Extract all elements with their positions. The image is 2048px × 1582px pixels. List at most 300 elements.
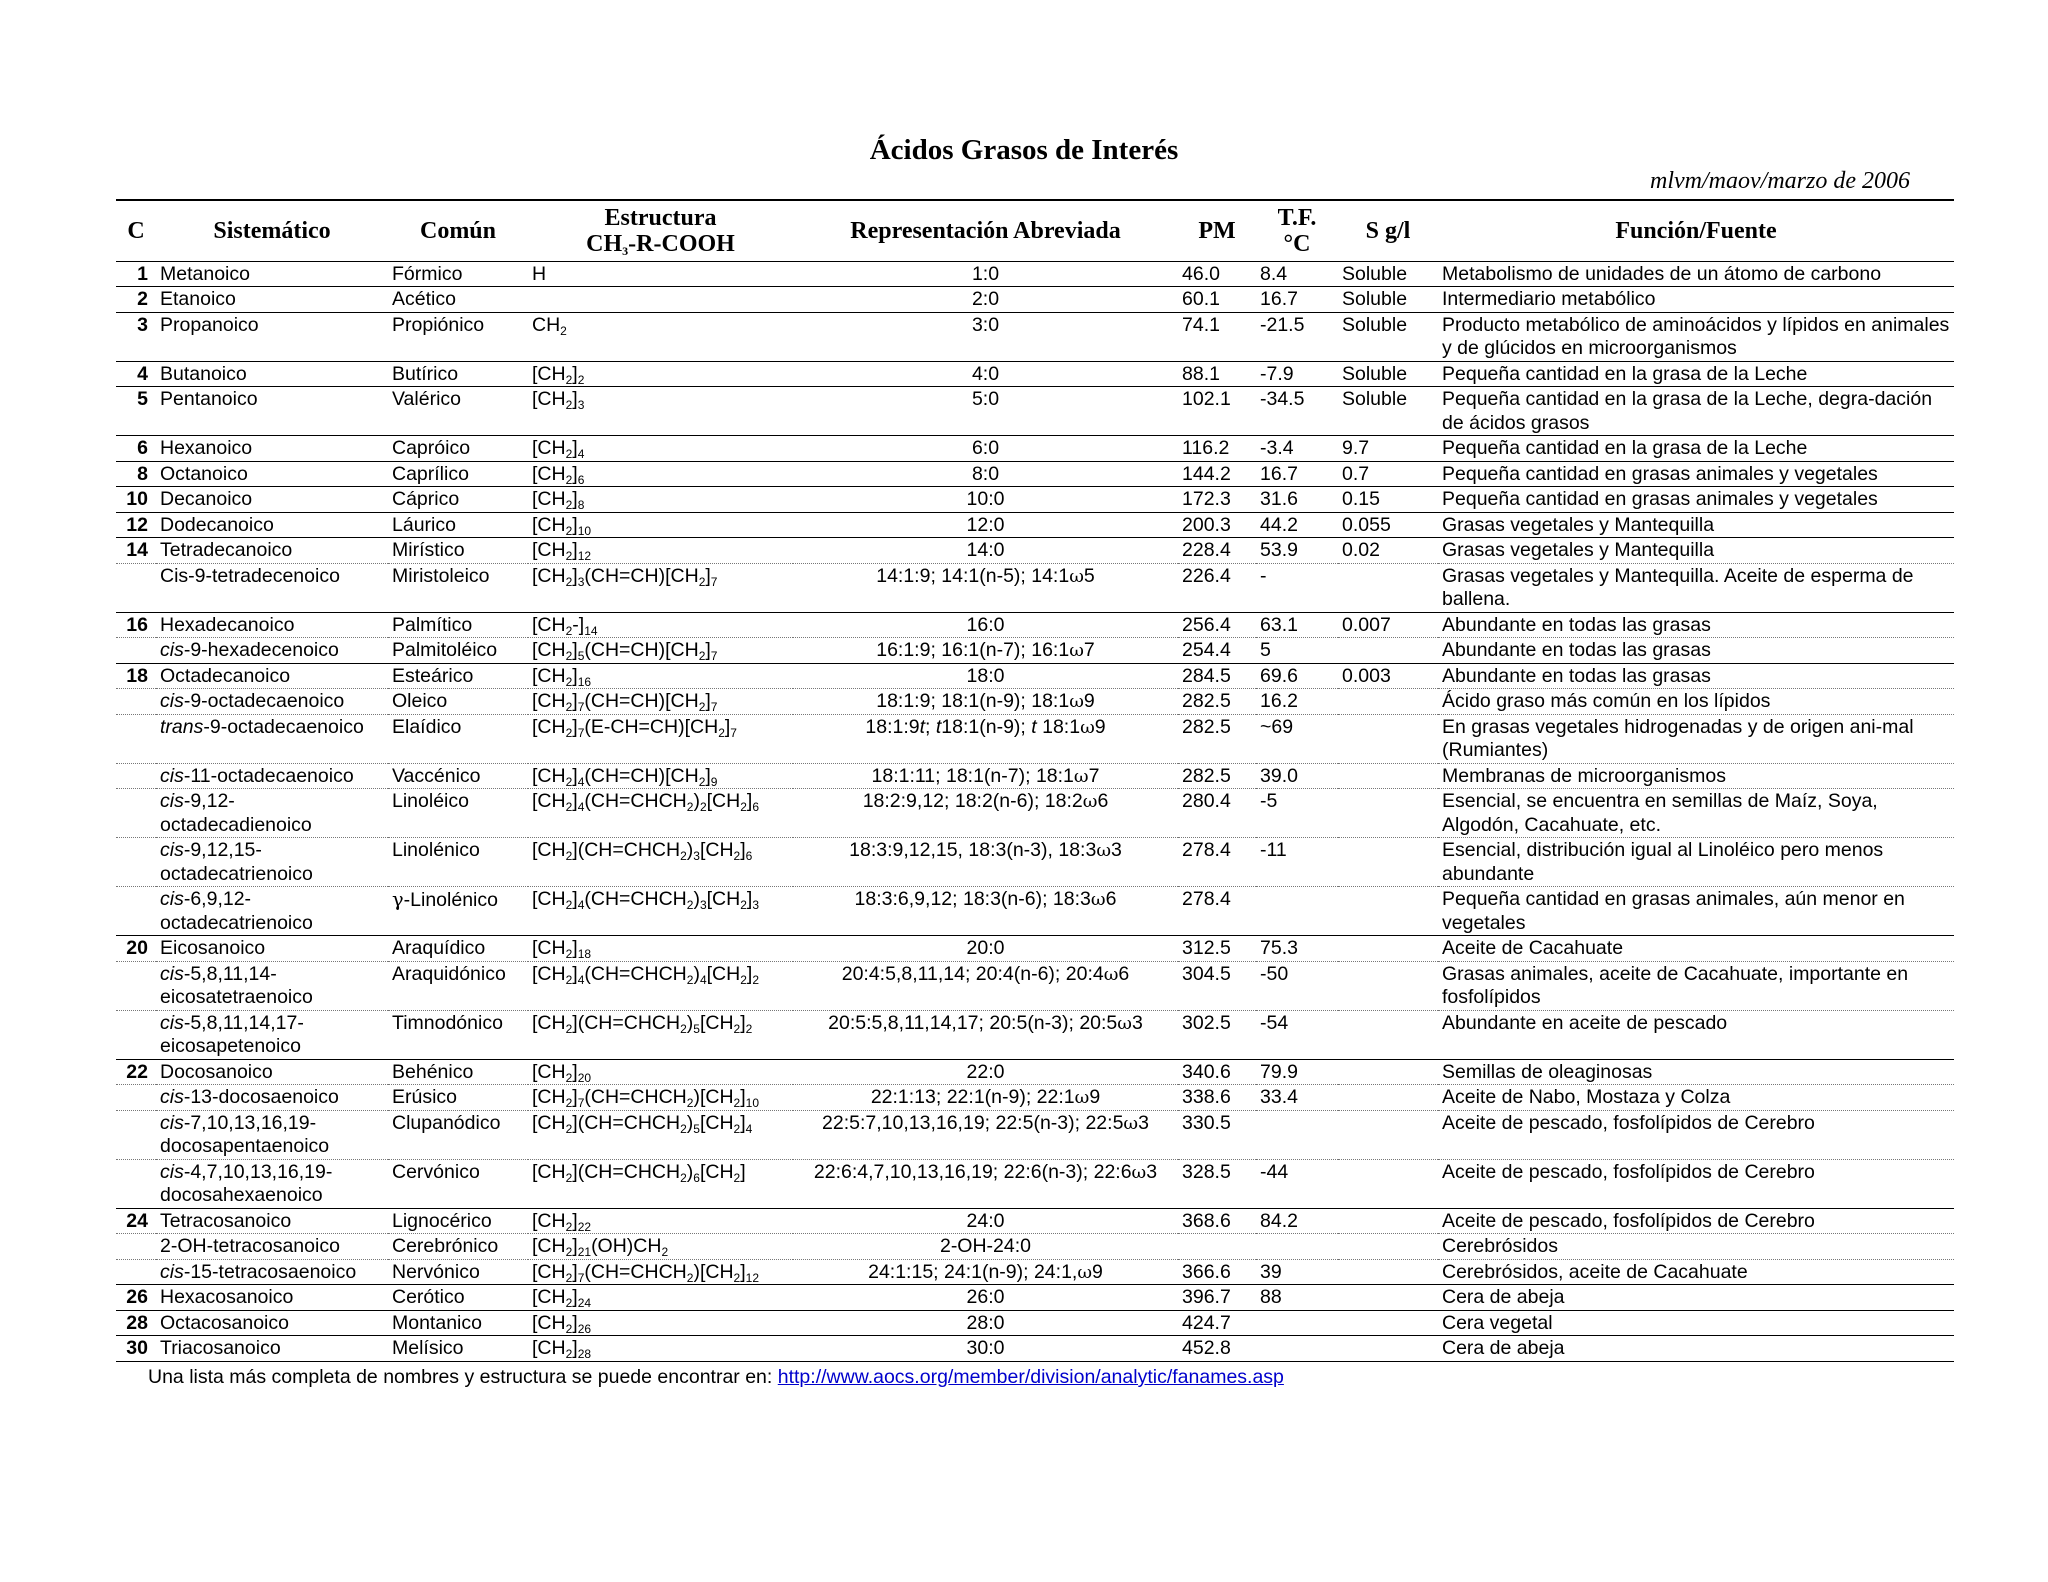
cell-melting-point (1256, 1310, 1338, 1336)
cell-carbons: 3 (116, 312, 156, 361)
cell-solubility: Soluble (1338, 312, 1438, 361)
cell-structure: $[CH_2]_5(CH=CH)[CH_2]_7$ (528, 638, 793, 664)
cell-carbons: 10 (116, 487, 156, 513)
cell-structure: $[CH_2](CH=CHCH_2)_3[CH_2]_6$ (528, 838, 793, 887)
cell-carbons: 22 (116, 1059, 156, 1085)
cell-carbons (116, 763, 156, 789)
cell-systematic-name: Hexadecanoico (156, 612, 388, 638)
cell-structure: $[CH_2]_7(CH=CHCH_2)[CH_2]_{10}$ (528, 1085, 793, 1111)
table-row (116, 387, 1954, 436)
cell-solubility: 0.02 (1338, 538, 1438, 564)
cell-molecular-weight: 304.5 (1178, 961, 1256, 1010)
cell-systematic-name: Hexanoico (156, 436, 388, 462)
table-row (116, 1310, 1954, 1336)
cell-molecular-weight: 74.1 (1178, 312, 1256, 361)
cell-systematic-name: cis-4,7,10,13,16,19-docosahexaenoico (156, 1159, 388, 1208)
cell-structure: $[CH_2]_3(CH=CH)[CH_2]_7$ (528, 563, 793, 612)
cell-melting-point: -21.5 (1256, 312, 1338, 361)
cell-structure (528, 287, 793, 313)
cell-systematic-name: Octacosanoico (156, 1310, 388, 1336)
table-row (116, 287, 1954, 313)
cell-carbons: 24 (116, 1208, 156, 1234)
cell-abbreviated: 20:0 (793, 936, 1178, 962)
cell-common-name: Araquidónico (388, 961, 528, 1010)
cell-common-name: Propiónico (388, 312, 528, 361)
header-tf-line2: °C (1283, 230, 1311, 257)
cell-abbreviated: 18:1:9t; t18:1(n-9); t 18:1ω9 (793, 714, 1178, 763)
cell-structure: $[CH_2]_8$ (528, 487, 793, 513)
cell-common-name: Butírico (388, 361, 528, 387)
cell-abbreviated: 3:0 (793, 312, 1178, 361)
cell-common-name: Linolénico (388, 838, 528, 887)
cell-molecular-weight: 330.5 (1178, 1110, 1256, 1159)
cell-common-name: Oleico (388, 689, 528, 715)
cell-common-name: Miristoleico (388, 563, 528, 612)
cell-common-name: Palmítico (388, 612, 528, 638)
cell-molecular-weight: 256.4 (1178, 612, 1256, 638)
footnote-text: Una lista más completa de nombres y estructura se puede encontrar en: (148, 1366, 778, 1388)
cell-abbreviated: 22:0 (793, 1059, 1178, 1085)
table-row (116, 936, 1954, 962)
cell-abbreviated: 18:3:6,9,12; 18:3(n-6); 18:3ω6 (793, 887, 1178, 936)
cell-molecular-weight: 396.7 (1178, 1285, 1256, 1311)
table-row (116, 461, 1954, 487)
footnote-link[interactable]: http://www.aocs.org/member/division/analytic/fanames.asp (777, 1366, 1284, 1388)
cell-common-name: Capróico (388, 436, 528, 462)
cell-common-name: Araquídico (388, 936, 528, 962)
header-sistematico: Sistemático (156, 200, 388, 261)
table-row (116, 563, 1954, 612)
cell-structure: $[CH_2]_4(CH=CH)[CH_2]_9$ (528, 763, 793, 789)
cell-common-name: Lignocérico (388, 1208, 528, 1234)
cell-carbons: 14 (116, 538, 156, 564)
cell-molecular-weight: 282.5 (1178, 763, 1256, 789)
cell-common-name: Valérico (388, 387, 528, 436)
table-row (116, 763, 1954, 789)
cell-function-source: Pequeña cantidad en grasas animales y vegetales (1438, 461, 1954, 487)
cell-carbons (116, 961, 156, 1010)
cell-structure: $[CH_2]_{24}$ (528, 1285, 793, 1311)
cell-common-name: Behénico (388, 1059, 528, 1085)
cell-molecular-weight: 282.5 (1178, 689, 1256, 715)
cell-solubility (1338, 1310, 1438, 1336)
table-row (116, 1259, 1954, 1285)
cell-function-source: Grasas vegetales y Mantequilla (1438, 512, 1954, 538)
cell-carbons (116, 689, 156, 715)
cell-abbreviated: 2-OH-24:0 (793, 1234, 1178, 1260)
cell-melting-point: 39.0 (1256, 763, 1338, 789)
cell-systematic-name: cis-9,12,15-octadecatrienoico (156, 838, 388, 887)
cell-systematic-name: Metanoico (156, 261, 388, 287)
cell-melting-point: 53.9 (1256, 538, 1338, 564)
cell-molecular-weight: 302.5 (1178, 1010, 1256, 1059)
cell-abbreviated: 26:0 (793, 1285, 1178, 1311)
cell-systematic-name: Dodecanoico (156, 512, 388, 538)
table-row (116, 714, 1954, 763)
cell-molecular-weight: 116.2 (1178, 436, 1256, 462)
cell-function-source: Ácido graso más común en los lípidos (1438, 689, 1954, 715)
cell-melting-point: 88 (1256, 1285, 1338, 1311)
table-row (116, 487, 1954, 513)
cell-carbons (116, 1159, 156, 1208)
cell-systematic-name: Docosanoico (156, 1059, 388, 1085)
cell-solubility (1338, 1208, 1438, 1234)
cell-systematic-name: cis-15-tetracosaenoico (156, 1259, 388, 1285)
cell-structure: $[CH_2]_7(CH=CHCH_2)[CH_2]_{12}$ (528, 1259, 793, 1285)
cell-function-source: Cera de abeja (1438, 1285, 1954, 1311)
cell-solubility (1338, 563, 1438, 612)
cell-systematic-name: cis-5,8,11,14,17-eicosapetenoico (156, 1010, 388, 1059)
header-comun: Común (388, 200, 528, 261)
cell-carbons (116, 789, 156, 838)
table-row (116, 312, 1954, 361)
cell-carbons: 16 (116, 612, 156, 638)
header-pm: PM (1178, 200, 1256, 261)
cell-molecular-weight: 284.5 (1178, 663, 1256, 689)
cell-common-name: Fórmico (388, 261, 528, 287)
cell-carbons (116, 1085, 156, 1111)
header-solubility: S g/l (1338, 200, 1438, 261)
cell-function-source: Esencial, se encuentra en semillas de Maíz, Soya, Algodón, Cacahuate, etc. (1438, 789, 1954, 838)
cell-melting-point: - (1256, 563, 1338, 612)
cell-systematic-name: Pentanoico (156, 387, 388, 436)
cell-structure: $[CH_2]_3$ (528, 387, 793, 436)
cell-abbreviated: 20:5:5,8,11,14,17; 20:5(n-3); 20:5ω3 (793, 1010, 1178, 1059)
header-estructura-line1: Estructura (604, 204, 717, 231)
cell-systematic-name: cis-5,8,11,14-eicosatetraenoico (156, 961, 388, 1010)
cell-common-name: Melísico (388, 1336, 528, 1362)
cell-molecular-weight: 226.4 (1178, 563, 1256, 612)
cell-carbons: 26 (116, 1285, 156, 1311)
cell-function-source: Pequeña cantidad en grasas animales, aún menor en vegetales (1438, 887, 1954, 936)
cell-structure: $[CH_2]_{22}$ (528, 1208, 793, 1234)
cell-systematic-name: Triacosanoico (156, 1336, 388, 1362)
cell-solubility (1338, 714, 1438, 763)
cell-common-name: Cáprico (388, 487, 528, 513)
table-row (116, 1285, 1954, 1311)
cell-solubility (1338, 789, 1438, 838)
table-row (116, 1208, 1954, 1234)
cell-molecular-weight: 328.5 (1178, 1159, 1256, 1208)
table-row (116, 961, 1954, 1010)
cell-systematic-name: Octadecanoico (156, 663, 388, 689)
cell-structure: $[CH_2](CH=CHCH_2)_5[CH_2]_4$ (528, 1110, 793, 1159)
table-row (116, 887, 1954, 936)
cell-function-source: Cera vegetal (1438, 1310, 1954, 1336)
cell-structure: $[CH_2](CH=CHCH_2)_6[CH_2]$ (528, 1159, 793, 1208)
cell-carbons: 12 (116, 512, 156, 538)
cell-abbreviated: 18:2:9,12; 18:2(n-6); 18:2ω6 (793, 789, 1178, 838)
cell-molecular-weight: 88.1 (1178, 361, 1256, 387)
cell-function-source: Pequeña cantidad en la grasa de la Leche, degra-dación de ácidos grasos (1438, 387, 1954, 436)
cell-solubility: Soluble (1338, 261, 1438, 287)
cell-melting-point: 75.3 (1256, 936, 1338, 962)
cell-melting-point: -44 (1256, 1159, 1338, 1208)
cell-solubility (1338, 1259, 1438, 1285)
cell-abbreviated: 20:4:5,8,11,14; 20:4(n-6); 20:4ω6 (793, 961, 1178, 1010)
cell-melting-point: 39 (1256, 1259, 1338, 1285)
cell-carbons: 28 (116, 1310, 156, 1336)
cell-carbons: 4 (116, 361, 156, 387)
table-header-row (116, 200, 1954, 261)
cell-structure: $[CH_2]_7(CH=CH)[CH_2]_7$ (528, 689, 793, 715)
cell-carbons (116, 1234, 156, 1260)
cell-solubility: 0.007 (1338, 612, 1438, 638)
cell-systematic-name: Butanoico (156, 361, 388, 387)
cell-structure: $[CH_2]_6$ (528, 461, 793, 487)
cell-common-name: Cervónico (388, 1159, 528, 1208)
cell-solubility: Soluble (1338, 361, 1438, 387)
header-estructura-line2: $CH_3-R$-COOH (586, 230, 735, 258)
cell-structure: $[CH_2]_{18}$ (528, 936, 793, 962)
cell-molecular-weight: 144.2 (1178, 461, 1256, 487)
cell-systematic-name: cis-9,12-octadecadienoico (156, 789, 388, 838)
cell-molecular-weight: 368.6 (1178, 1208, 1256, 1234)
cell-molecular-weight: 172.3 (1178, 487, 1256, 513)
cell-common-name: Esteárico (388, 663, 528, 689)
cell-melting-point: 31.6 (1256, 487, 1338, 513)
cell-melting-point: 79.9 (1256, 1059, 1338, 1085)
cell-solubility (1338, 1285, 1438, 1311)
cell-melting-point: -3.4 (1256, 436, 1338, 462)
cell-abbreviated: 5:0 (793, 387, 1178, 436)
cell-function-source: Producto metabólico de aminoácidos y lípidos en animales y de glúcidos en microorganismos (1438, 312, 1954, 361)
cell-structure: $[CH_2]_7(E-CH=CH)[CH_2]_7$ (528, 714, 793, 763)
header-c: C (116, 200, 156, 261)
cell-molecular-weight: 278.4 (1178, 838, 1256, 887)
cell-abbreviated: 14:0 (793, 538, 1178, 564)
cell-function-source: Cerebrósidos (1438, 1234, 1954, 1260)
cell-carbons (116, 714, 156, 763)
cell-structure: $[CH_2]_4(CH=CHCH_2)_3[CH_2]_3$ (528, 887, 793, 936)
page-title: Ácidos Grasos de Interés (869, 134, 1179, 166)
cell-abbreviated: 18:0 (793, 663, 1178, 689)
cell-common-name: Elaídico (388, 714, 528, 763)
table-row (116, 612, 1954, 638)
cell-melting-point: 8.4 (1256, 261, 1338, 287)
cell-systematic-name: Tetracosanoico (156, 1208, 388, 1234)
cell-structure: $[CH_2]_4(CH=CHCH_2)_2[CH_2]_6$ (528, 789, 793, 838)
cell-structure: $CH_2$ (528, 312, 793, 361)
cell-carbons: 2 (116, 287, 156, 313)
table-row (116, 512, 1954, 538)
cell-abbreviated: 4:0 (793, 361, 1178, 387)
cell-structure: $[CH_2]_{26}$ (528, 1310, 793, 1336)
cell-systematic-name: cis-9-hexadecenoico (156, 638, 388, 664)
cell-function-source: Grasas vegetales y Mantequilla (1438, 538, 1954, 564)
cell-melting-point: 16.7 (1256, 287, 1338, 313)
cell-structure: $[CH_2]_4$ (528, 436, 793, 462)
cell-molecular-weight: 254.4 (1178, 638, 1256, 664)
cell-solubility (1338, 1336, 1438, 1362)
cell-structure: H (528, 261, 793, 287)
cell-melting-point (1256, 1234, 1338, 1260)
cell-carbons (116, 638, 156, 664)
cell-abbreviated: 22:5:7,10,13,16,19; 22:5(n-3); 22:5ω3 (793, 1110, 1178, 1159)
cell-structure: $[CH_2]_{21}(OH)CH_2$ (528, 1234, 793, 1260)
cell-solubility (1338, 689, 1438, 715)
cell-common-name: Láurico (388, 512, 528, 538)
cell-melting-point: -7.9 (1256, 361, 1338, 387)
cell-solubility: 0.7 (1338, 461, 1438, 487)
cell-melting-point: 63.1 (1256, 612, 1338, 638)
header-tf (1256, 200, 1338, 261)
cell-function-source: Semillas de oleaginosas (1438, 1059, 1954, 1085)
cell-melting-point (1256, 1110, 1338, 1159)
cell-abbreviated: 16:0 (793, 612, 1178, 638)
cell-structure: $[CH_2]_{10}$ (528, 512, 793, 538)
table-row (116, 663, 1954, 689)
cell-function-source: Pequeña cantidad en grasas animales y vegetales (1438, 487, 1954, 513)
table-row (116, 1336, 1954, 1362)
cell-function-source: Abundante en aceite de pescado (1438, 1010, 1954, 1059)
cell-carbons (116, 1110, 156, 1159)
table-row (116, 689, 1954, 715)
cell-abbreviated: 22:1:13; 22:1(n-9); 22:1ω9 (793, 1085, 1178, 1111)
cell-solubility: Soluble (1338, 387, 1438, 436)
cell-abbreviated: 2:0 (793, 287, 1178, 313)
cell-melting-point: 5 (1256, 638, 1338, 664)
cell-systematic-name: Eicosanoico (156, 936, 388, 962)
header-tf-line1: T.F. (1277, 204, 1317, 231)
cell-function-source: Grasas animales, aceite de Cacahuate, importante en fosfolípidos (1438, 961, 1954, 1010)
table-row (116, 436, 1954, 462)
cell-function-source: Aceite de pescado, fosfolípidos de Cerebro (1438, 1110, 1954, 1159)
header-funcion: Función/Fuente (1438, 200, 1954, 261)
table-row (116, 538, 1954, 564)
cell-abbreviated: 24:1:15; 24:1(n-9); 24:1,ω9 (793, 1259, 1178, 1285)
cell-structure: $[CH_2]_2$ (528, 361, 793, 387)
table-row (116, 1085, 1954, 1111)
cell-solubility (1338, 887, 1438, 936)
cell-molecular-weight: 312.5 (1178, 936, 1256, 962)
cell-solubility (1338, 936, 1438, 962)
cell-melting-point: 16.7 (1256, 461, 1338, 487)
cell-function-source: Aceite de pescado, fosfolípidos de Cerebro (1438, 1208, 1954, 1234)
cell-systematic-name: Tetradecanoico (156, 538, 388, 564)
table-row (116, 838, 1954, 887)
cell-systematic-name: Octanoico (156, 461, 388, 487)
cell-systematic-name: trans-9-octadecaenoico (156, 714, 388, 763)
cell-carbons (116, 838, 156, 887)
cell-structure: $[CH_2]_4(CH=CHCH_2)_4[CH_2]_2$ (528, 961, 793, 1010)
cell-molecular-weight: 424.7 (1178, 1310, 1256, 1336)
cell-carbons (116, 887, 156, 936)
cell-molecular-weight: 46.0 (1178, 261, 1256, 287)
cell-solubility: Soluble (1338, 287, 1438, 313)
cell-common-name: Cerebrónico (388, 1234, 528, 1260)
cell-systematic-name: Decanoico (156, 487, 388, 513)
cell-abbreviated: 10:0 (793, 487, 1178, 513)
cell-abbreviated: 18:1:9; 18:1(n-9); 18:1ω9 (793, 689, 1178, 715)
cell-common-name: Timnodónico (388, 1010, 528, 1059)
cell-function-source: Abundante en todas las grasas (1438, 612, 1954, 638)
cell-common-name: Palmitoléico (388, 638, 528, 664)
cell-melting-point (1256, 887, 1338, 936)
cell-structure: $[CH_2]_{12}$ (528, 538, 793, 564)
cell-molecular-weight: 278.4 (1178, 887, 1256, 936)
cell-molecular-weight: 366.6 (1178, 1259, 1256, 1285)
cell-common-name: Mirístico (388, 538, 528, 564)
cell-function-source: Aceite de pescado, fosfolípidos de Cerebro (1438, 1159, 1954, 1208)
cell-common-name: Montanico (388, 1310, 528, 1336)
cell-systematic-name: Etanoico (156, 287, 388, 313)
cell-common-name: Clupanódico (388, 1110, 528, 1159)
cell-function-source: Abundante en todas las grasas (1438, 663, 1954, 689)
cell-systematic-name: cis-11-octadecaenoico (156, 763, 388, 789)
cell-common-name: Caprílico (388, 461, 528, 487)
cell-melting-point: 16.2 (1256, 689, 1338, 715)
cell-solubility (1338, 1110, 1438, 1159)
cell-melting-point (1256, 1336, 1338, 1362)
cell-systematic-name: cis-7,10,13,16,19-docosapentaenoico (156, 1110, 388, 1159)
header-representacion: Representación Abreviada (793, 200, 1178, 261)
cell-melting-point: -34.5 (1256, 387, 1338, 436)
cell-function-source: Metabolismo de unidades de un átomo de carbono (1438, 261, 1954, 287)
cell-function-source: Membranas de microorganismos (1438, 763, 1954, 789)
table-row (116, 1059, 1954, 1085)
cell-solubility: 0.003 (1338, 663, 1438, 689)
cell-molecular-weight: 452.8 (1178, 1336, 1256, 1362)
footnote (148, 1366, 1284, 1389)
cell-function-source: Pequeña cantidad en la grasa de la Leche (1438, 361, 1954, 387)
fatty-acids-table (116, 199, 1954, 1362)
cell-systematic-name: Propanoico (156, 312, 388, 361)
cell-systematic-name: 2-OH-tetracosanoico (156, 1234, 388, 1260)
cell-common-name: Cerótico (388, 1285, 528, 1311)
cell-abbreviated: 1:0 (793, 261, 1178, 287)
cell-melting-point: ~69 (1256, 714, 1338, 763)
table-row (116, 1234, 1954, 1260)
table-row (116, 361, 1954, 387)
cell-carbons: 8 (116, 461, 156, 487)
cell-structure: $[CH_2](CH=CHCH_2)_5[CH_2]_2$ (528, 1010, 793, 1059)
cell-abbreviated: 16:1:9; 16:1(n-7); 16:1ω7 (793, 638, 1178, 664)
cell-abbreviated: 8:0 (793, 461, 1178, 487)
cell-function-source: Pequeña cantidad en la grasa de la Leche (1438, 436, 1954, 462)
cell-solubility: 0.15 (1338, 487, 1438, 513)
cell-function-source: Abundante en todas las grasas (1438, 638, 1954, 664)
cell-carbons (116, 1010, 156, 1059)
cell-molecular-weight: 200.3 (1178, 512, 1256, 538)
cell-structure: $[CH_2-]_{14}$ (528, 612, 793, 638)
cell-abbreviated: 18:1:11; 18:1(n-7); 18:1ω7 (793, 763, 1178, 789)
cell-common-name: γ-Linolénico (388, 887, 528, 936)
cell-structure: $[CH_2]_{16}$ (528, 663, 793, 689)
cell-common-name: Vaccénico (388, 763, 528, 789)
cell-carbons (116, 1259, 156, 1285)
cell-structure: $[CH_2]_{20}$ (528, 1059, 793, 1085)
cell-carbons: 6 (116, 436, 156, 462)
cell-carbons: 1 (116, 261, 156, 287)
cell-solubility (1338, 638, 1438, 664)
cell-common-name: Acético (388, 287, 528, 313)
table-body (116, 261, 1954, 1361)
table-row (116, 638, 1954, 664)
cell-common-name: Nervónico (388, 1259, 528, 1285)
cell-carbons: 20 (116, 936, 156, 962)
cell-systematic-name: cis-6,9,12-octadecatrienoico (156, 887, 388, 936)
cell-abbreviated: 6:0 (793, 436, 1178, 462)
cell-function-source: Aceite de Nabo, Mostaza y Colza (1438, 1085, 1954, 1111)
cell-function-source: Intermediario metabólico (1438, 287, 1954, 313)
cell-common-name: Linoléico (388, 789, 528, 838)
cell-abbreviated: 24:0 (793, 1208, 1178, 1234)
cell-melting-point: -11 (1256, 838, 1338, 887)
cell-molecular-weight: 280.4 (1178, 789, 1256, 838)
cell-abbreviated: 30:0 (793, 1336, 1178, 1362)
cell-solubility (1338, 838, 1438, 887)
